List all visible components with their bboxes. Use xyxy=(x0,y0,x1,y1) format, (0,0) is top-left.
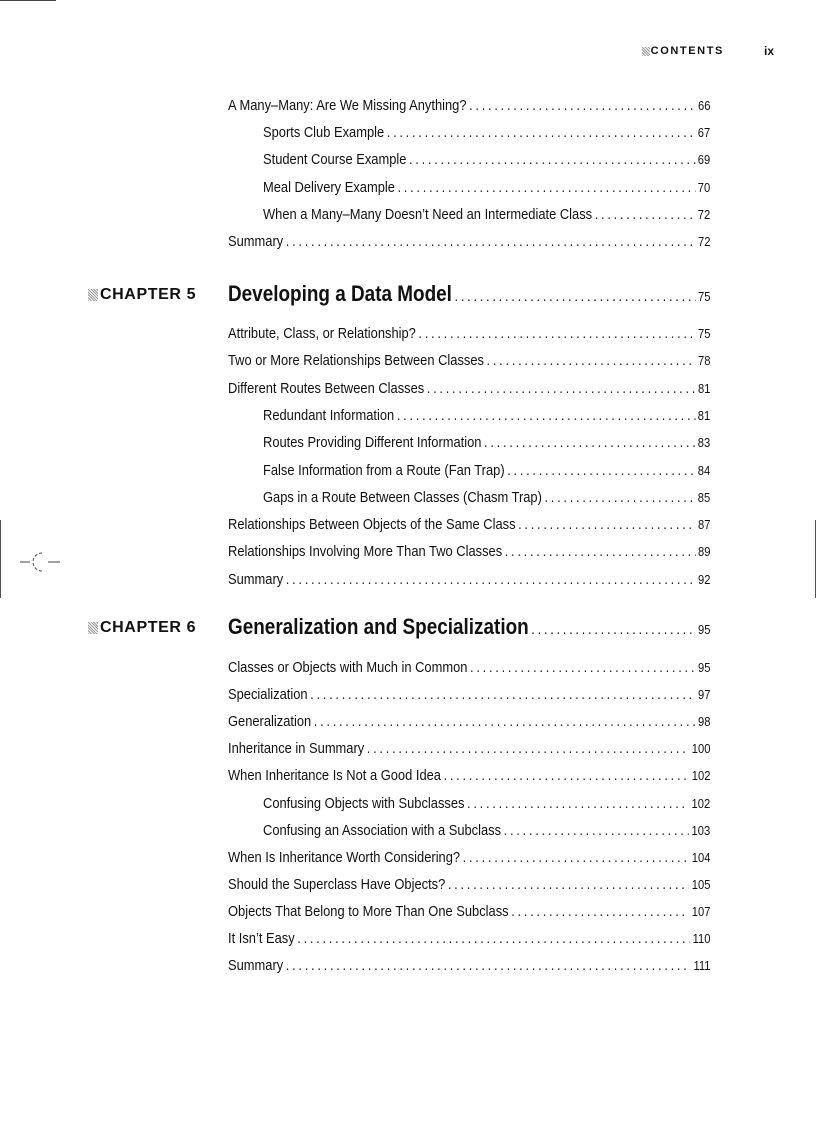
toc-entry-label: Sports Club Example xyxy=(263,124,385,142)
hatch-ornament-icon xyxy=(642,47,650,56)
crop-mark-top-left xyxy=(0,0,56,1)
dot-leader xyxy=(467,795,689,812)
toc-entry[interactable] xyxy=(228,713,710,730)
toc-entry-label: Attribute, Class, or Relationship? xyxy=(228,325,416,342)
dot-leader xyxy=(531,621,695,638)
toc-entry-page: 69 xyxy=(697,152,711,168)
toc-entry-label: Summary xyxy=(228,957,284,975)
chapter-6-label: CHAPTER 6 xyxy=(100,619,197,636)
dot-leader xyxy=(286,233,696,250)
toc-entry-page: 81 xyxy=(698,380,711,396)
dot-leader xyxy=(286,571,696,588)
dot-leader xyxy=(286,957,691,974)
dot-leader xyxy=(397,179,695,196)
toc-entry-page: 75 xyxy=(698,326,711,341)
toc-entry[interactable] xyxy=(263,434,710,451)
toc-entry[interactable] xyxy=(228,767,710,784)
dot-leader xyxy=(297,930,690,947)
toc-entry[interactable] xyxy=(263,124,710,141)
dot-leader xyxy=(505,543,696,560)
chapter-5-title: Developing a Data Model xyxy=(228,281,452,306)
toc-entry-page: 89 xyxy=(698,544,711,560)
dot-leader xyxy=(518,516,695,533)
toc-entry-label: Confusing an Association with a Subclass xyxy=(263,821,502,839)
toc-entry[interactable] xyxy=(228,740,710,757)
toc-entry-page: 70 xyxy=(697,179,711,195)
toc-entry-page: 85 xyxy=(697,489,711,505)
folio-page-number: ix xyxy=(763,44,774,58)
dot-leader xyxy=(470,659,695,676)
registration-mark-icon xyxy=(18,550,62,574)
dot-leader xyxy=(455,288,696,305)
toc-entry-label: Objects That Belong to More Than One Subclass xyxy=(228,902,509,920)
toc-entry[interactable] xyxy=(263,795,710,812)
toc-entry-page: 87 xyxy=(698,517,711,533)
chapter-6-tag xyxy=(88,619,196,637)
toc-entry[interactable] xyxy=(228,543,710,560)
toc-entry[interactable] xyxy=(263,151,710,168)
toc-entry[interactable] xyxy=(263,489,710,506)
toc-entry-page: 72 xyxy=(697,206,711,222)
running-header xyxy=(642,44,774,58)
dot-leader xyxy=(314,713,696,730)
toc-entry-page: 83 xyxy=(697,435,711,451)
chapter-6-heading[interactable] xyxy=(228,614,710,640)
toc-entry-label: It Isn’t Easy xyxy=(228,930,295,947)
toc-entry-label: Relationships Involving More Than Two Classes xyxy=(228,543,503,561)
toc-entry-label: A Many–Many: Are We Missing Anything? xyxy=(228,97,467,114)
toc-entry[interactable] xyxy=(228,903,710,920)
toc-entry-page: 103 xyxy=(691,822,711,838)
toc-entry-label: Summary xyxy=(228,570,284,588)
toc-entry[interactable] xyxy=(228,380,710,397)
toc-entry-page: 72 xyxy=(698,234,711,249)
hatch-ornament-icon xyxy=(88,622,98,634)
toc-entry-label: Different Routes Between Classes xyxy=(228,379,425,397)
toc-entry-label: Specialization xyxy=(228,686,308,704)
dot-leader xyxy=(367,740,689,757)
chapter-5-page: 75 xyxy=(698,289,711,304)
toc-entry[interactable] xyxy=(263,179,710,196)
toc-entry-label: Two or More Relationships Between Classes xyxy=(228,352,484,370)
toc-entry-label: Classes or Objects with Much in Common xyxy=(228,659,468,676)
hatch-ornament-icon xyxy=(88,289,98,301)
toc-entry-page: 78 xyxy=(698,353,711,369)
dot-leader xyxy=(397,407,695,424)
running-header-section: CONTENTS xyxy=(650,45,724,57)
dot-leader xyxy=(409,151,695,168)
toc-entry-label: When a Many–Many Doesn’t Need an Intermediate Class xyxy=(263,205,593,223)
dot-leader xyxy=(427,380,696,397)
toc-entry-page: 67 xyxy=(697,125,711,141)
toc-entry-page: 81 xyxy=(697,407,711,423)
toc-entry-label: Meal Delivery Example xyxy=(263,178,395,196)
toc-entry-label: Gaps in a Route Between Classes (Chasm Trap) xyxy=(263,488,542,506)
toc-entry-label: Summary xyxy=(228,233,284,250)
dot-leader xyxy=(484,434,695,451)
toc-entry-label: Relationships Between Objects of the Same Class xyxy=(228,516,516,534)
toc-entry[interactable] xyxy=(263,822,710,839)
toc-entry-label: Generalization xyxy=(228,713,312,731)
dot-leader xyxy=(469,97,695,114)
toc-entry-label: Confusing Objects with Subclasses xyxy=(263,794,465,812)
toc-entry-label: Should the Superclass Have Objects? xyxy=(228,875,446,893)
toc-entry-label: Student Course Example xyxy=(263,151,407,169)
toc-entry-label: Redundant Information xyxy=(263,406,395,424)
toc-entry[interactable] xyxy=(228,97,710,114)
toc-entry-page: 98 xyxy=(698,714,711,730)
toc-entry-page: 111 xyxy=(693,958,711,974)
dot-leader xyxy=(504,822,689,839)
toc-entry-label: When Inheritance Is Not a Good Idea xyxy=(228,767,441,785)
chapter-5-label: CHAPTER 5 xyxy=(100,286,197,303)
toc-entry-label: False Information from a Route (Fan Trap) xyxy=(263,461,505,479)
toc-entry-page: 107 xyxy=(691,903,711,919)
chapter-6-title: Generalization and Specialization xyxy=(228,614,529,639)
toc-entry-label: Routes Providing Different Information xyxy=(263,434,482,452)
toc-entry-label: When Is Inheritance Worth Considering? xyxy=(228,848,461,866)
dot-leader xyxy=(544,489,695,506)
chapter-5-heading[interactable] xyxy=(228,281,710,307)
dot-leader xyxy=(511,903,689,920)
toc-entry[interactable] xyxy=(228,233,710,250)
toc-entry-page: 102 xyxy=(691,768,711,784)
toc-entry-page: 84 xyxy=(697,462,711,478)
chapter-5-tag xyxy=(88,286,196,304)
toc-entry-page: 95 xyxy=(698,660,711,675)
toc-entry[interactable] xyxy=(228,516,710,533)
dot-leader xyxy=(444,767,690,784)
chapter-6-page: 95 xyxy=(698,622,711,637)
toc-entry[interactable] xyxy=(228,957,710,974)
toc-entry[interactable] xyxy=(228,571,710,588)
toc-entry-page: 97 xyxy=(698,687,711,703)
toc-entry-page: 110 xyxy=(692,931,711,946)
toc-entry[interactable] xyxy=(263,407,710,424)
toc-entry-page: 102 xyxy=(691,795,711,811)
dot-leader xyxy=(448,876,689,893)
dot-leader xyxy=(507,462,695,479)
dot-leader xyxy=(487,352,696,369)
toc-entry-page: 105 xyxy=(691,876,711,892)
toc-entry-page: 66 xyxy=(698,98,711,113)
toc-entry[interactable] xyxy=(228,686,710,703)
toc-entry[interactable] xyxy=(228,849,710,866)
dot-leader xyxy=(595,206,695,223)
toc-entry[interactable] xyxy=(263,206,710,223)
toc-entry[interactable] xyxy=(228,325,710,342)
toc-entry-page: 92 xyxy=(698,571,711,587)
dot-leader xyxy=(463,849,690,866)
toc-entry[interactable] xyxy=(228,930,710,947)
crop-mark-left xyxy=(0,520,1,598)
toc-entry[interactable] xyxy=(263,462,710,479)
dot-leader xyxy=(387,124,695,141)
toc-entry[interactable] xyxy=(228,876,710,893)
dot-leader xyxy=(418,325,695,342)
toc-entry-page: 100 xyxy=(691,741,711,757)
dot-leader xyxy=(310,686,695,703)
toc-entry[interactable] xyxy=(228,352,710,369)
toc-entry-page: 104 xyxy=(691,849,711,865)
toc-entry[interactable] xyxy=(228,659,710,676)
toc-entry-label: Inheritance in Summary xyxy=(228,740,365,758)
